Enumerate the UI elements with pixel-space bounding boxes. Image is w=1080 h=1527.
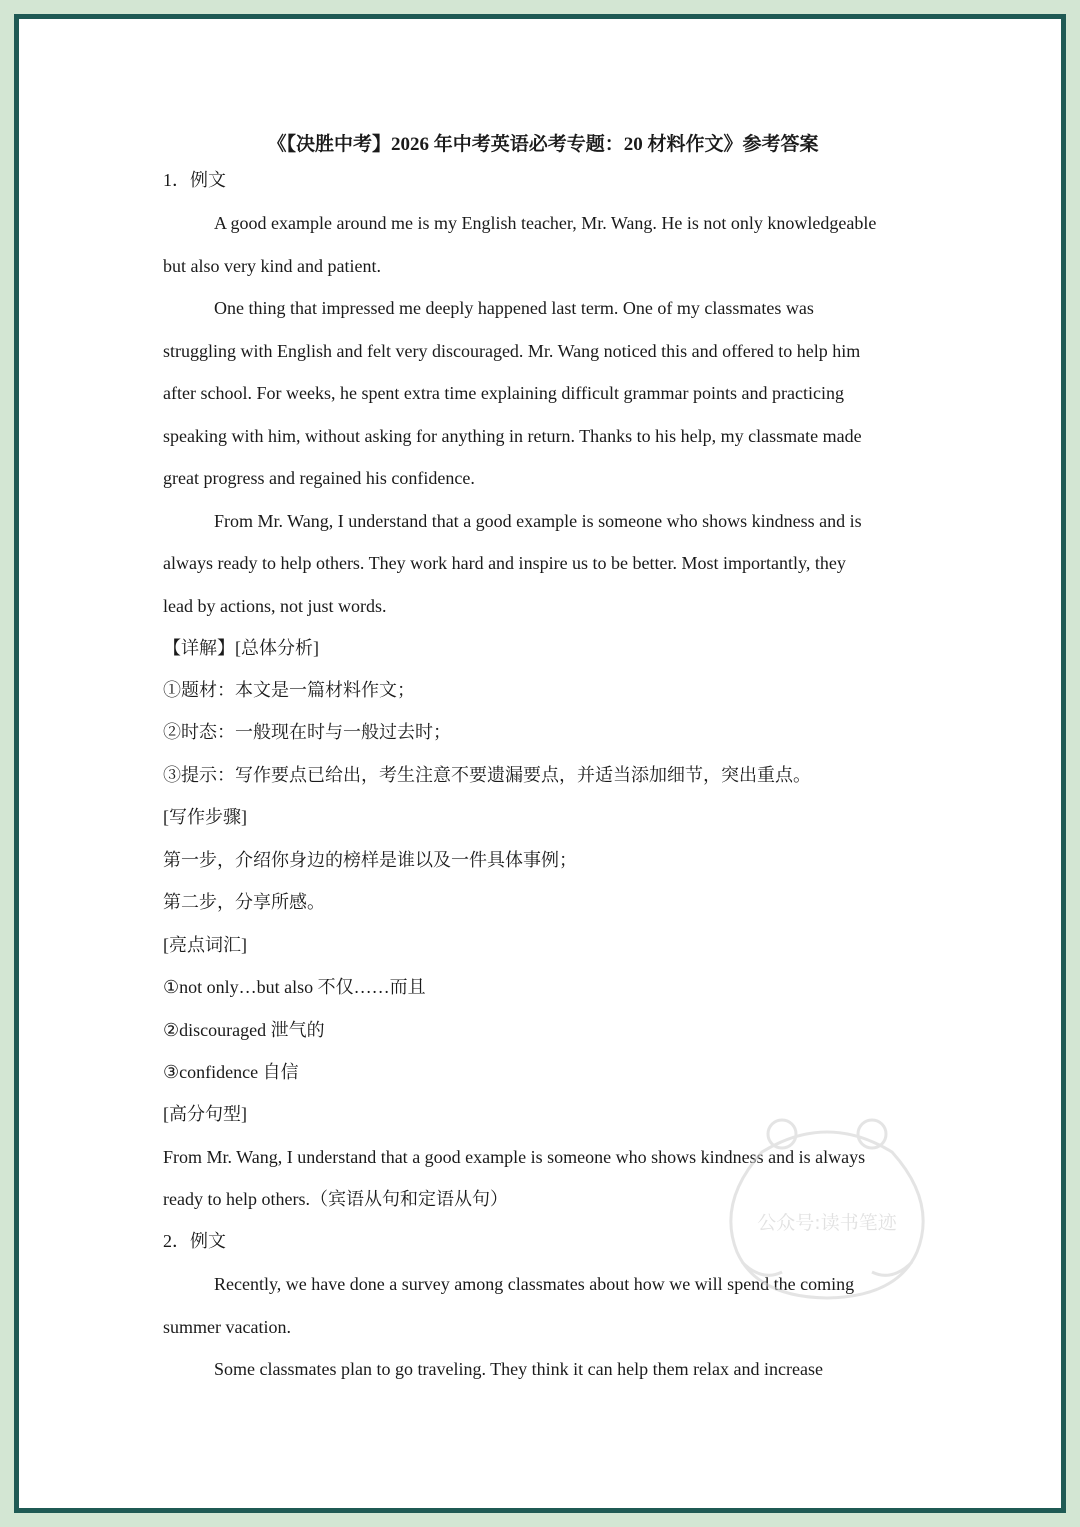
text-line: ready to help others.（宾语从句和定语从句） bbox=[163, 1189, 508, 1209]
sentence-heading: [高分句型] bbox=[163, 1104, 247, 1124]
document-title: 《【决胜中考】2026 年中考英语必考专题：20 材料作文》参考答案 bbox=[267, 134, 819, 155]
analysis-item: ②时态：一般现在时与一般过去时； bbox=[163, 722, 451, 742]
step-item: 第二步，分享所感。 bbox=[163, 892, 325, 912]
section-2-heading: 2．例文 bbox=[163, 1231, 226, 1251]
text-line: Some classmates plan to go traveling. They think it can help them relax and increase bbox=[214, 1359, 823, 1379]
text-line: From Mr. Wang, I understand that a good example is someone who shows kindness and is bbox=[214, 511, 862, 531]
vocabulary-item: ②discouraged 泄气的 bbox=[163, 1020, 325, 1040]
text-line: speaking with him, without asking for anything in return. Thanks to his help, my classmate made bbox=[163, 426, 862, 446]
steps-heading: [写作步骤] bbox=[163, 807, 247, 827]
watermark bbox=[722, 1112, 932, 1302]
text-line: but also very kind and patient. bbox=[163, 256, 381, 276]
text-line: great progress and regained his confidence. bbox=[163, 468, 475, 488]
analysis-item: ③提示：写作要点已给出，考生注意不要遗漏要点，并适当添加细节，突出重点。 bbox=[163, 765, 811, 785]
vocabulary-item: ③confidence 自信 bbox=[163, 1062, 299, 1082]
text-line: From Mr. Wang, I understand that a good example is someone who shows kindness and is always bbox=[163, 1147, 866, 1167]
step-item: 第一步，介绍你身边的榜样是谁以及一件具体事例； bbox=[163, 850, 577, 870]
vocabulary-heading: [亮点词汇] bbox=[163, 935, 247, 955]
text-line: Recently, we have done a survey among classmates about how we will spend the coming bbox=[214, 1274, 855, 1294]
analysis-heading: 【详解】[总体分析] bbox=[163, 638, 319, 658]
text-line: struggling with English and felt very discouraged. Mr. Wang noticed this and offered to help him bbox=[163, 341, 861, 361]
analysis-item: ①题材：本文是一篇材料作文； bbox=[163, 680, 415, 700]
text-line: lead by actions, not just words. bbox=[163, 596, 387, 616]
text-line: after school. For weeks, he spent extra time explaining difficult grammar points and practicing bbox=[163, 383, 844, 403]
watermark-text: 公众号:读书笔迹 bbox=[757, 1212, 897, 1234]
text-line: summer vacation. bbox=[163, 1317, 291, 1337]
text-line: A good example around me is my English teacher, Mr. Wang. He is not only knowledgeable bbox=[214, 213, 877, 233]
text-line: One thing that impressed me deeply happened last term. One of my classmates was bbox=[214, 298, 814, 318]
vocabulary-item: ①not only…but also 不仅……而且 bbox=[163, 977, 426, 997]
text-line: always ready to help others. They work hard and inspire us to be better. Most importantly, they bbox=[163, 553, 846, 573]
bear-icon bbox=[722, 1112, 932, 1302]
section-1-heading: 1．例文 bbox=[163, 170, 226, 190]
